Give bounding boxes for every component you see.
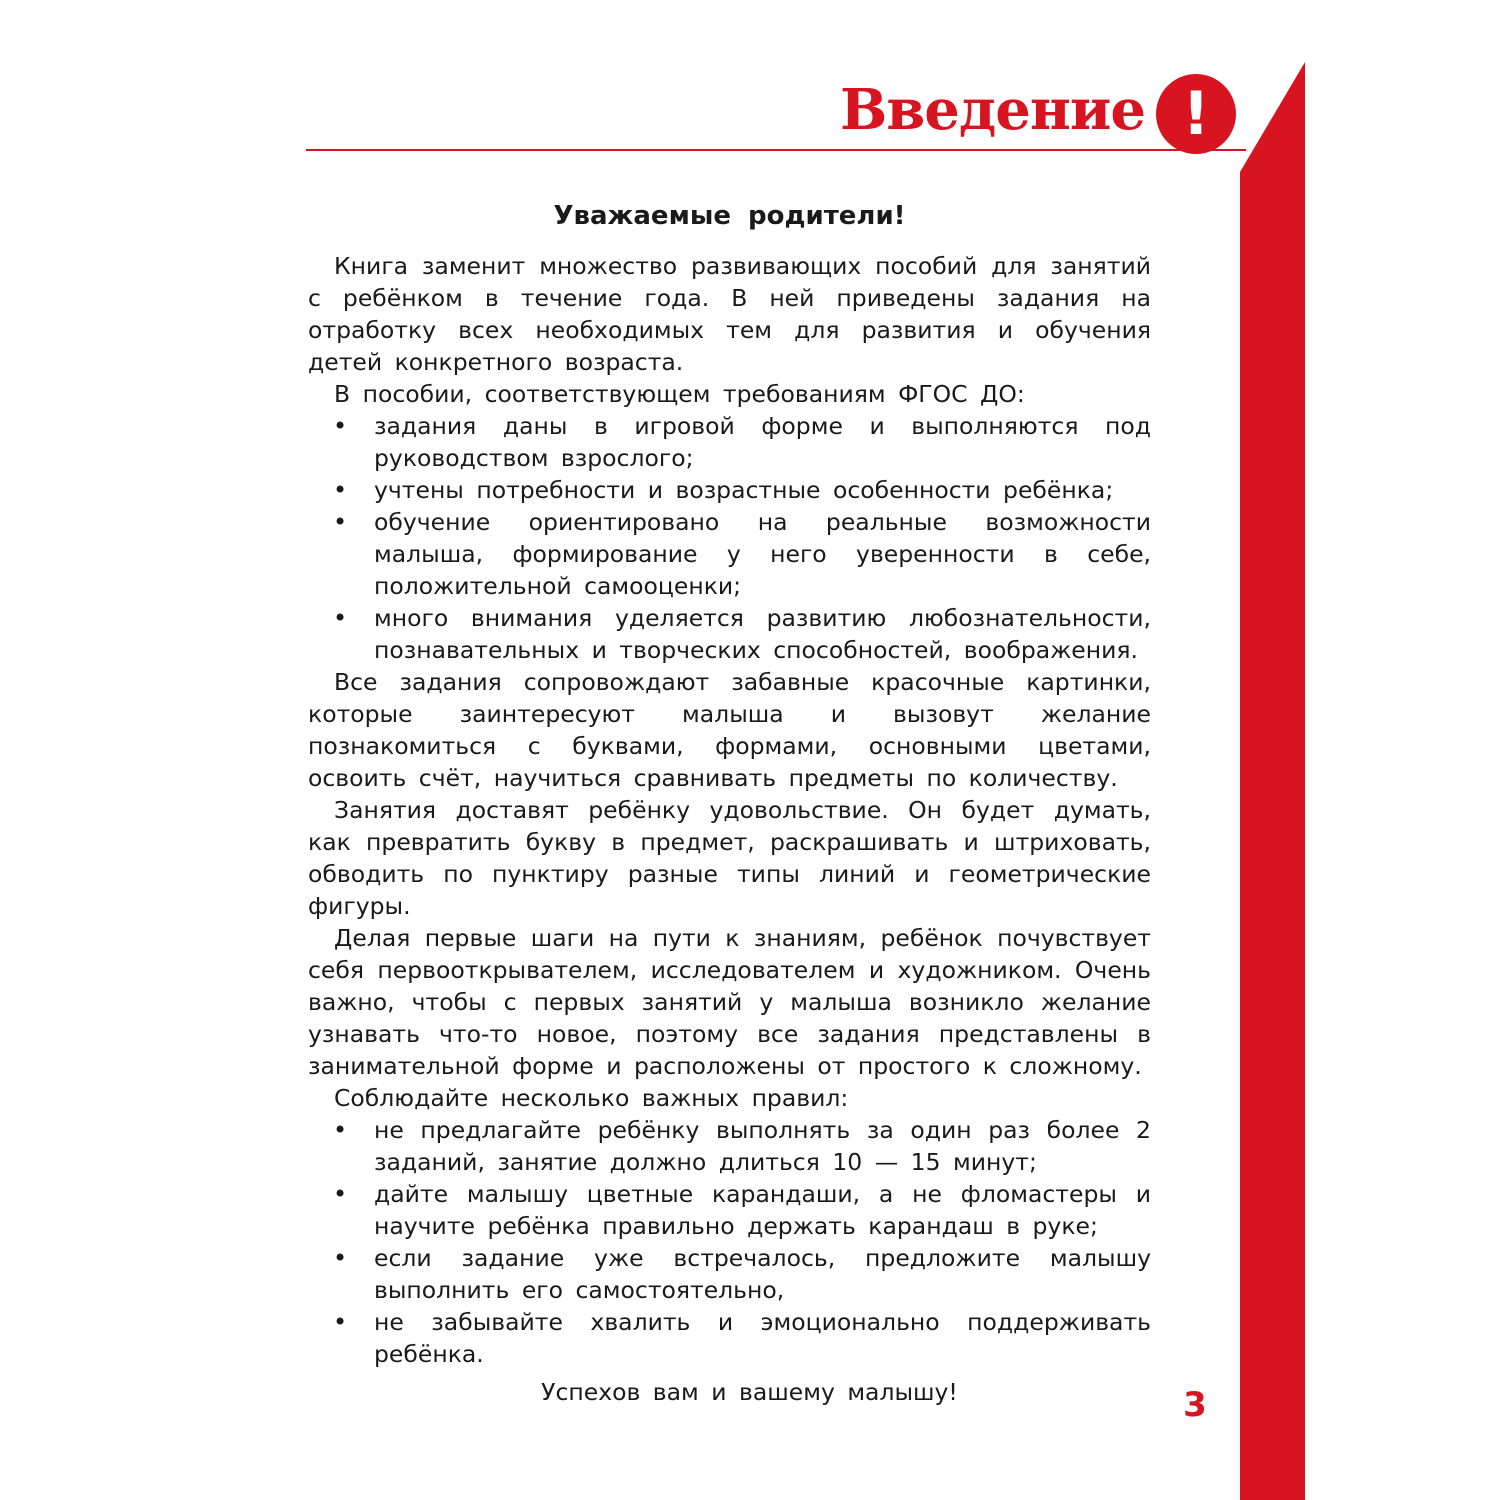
bullet-icon: •: [333, 1244, 348, 1272]
rules-list: [308, 1114, 1151, 1370]
bullet-icon: •: [333, 508, 348, 536]
list-item-text: дайте малышу цветные карандаши, а не фломастеры и научите ребёнка правильно держать карандаш в руке;: [374, 1180, 1151, 1240]
chapter-title: Введение: [840, 77, 1145, 143]
list-item: [308, 602, 1151, 666]
paragraph-3: Все задания сопровождают забавные красочные картинки, которые заинтересуют малыша и вызовут желание познакомиться с буквами, формами, основными цветами, освоить счёт, научиться сравнивать предметы по количеству.: [308, 668, 1151, 792]
section-heading: Уважаемые родители!: [553, 201, 906, 231]
header-divider: [306, 149, 1246, 151]
bullet-icon: •: [333, 476, 348, 504]
list-item-text: учтены потребности и возрастные особенности ребёнка;: [374, 476, 1114, 504]
list-item: [308, 1306, 1151, 1370]
exclamation-icon: !: [1156, 74, 1236, 154]
paragraph-6: Соблюдайте несколько важных правил:: [334, 1084, 849, 1112]
bullet-icon: •: [333, 1116, 348, 1144]
list-item: [308, 1178, 1151, 1242]
page-number: 3: [1183, 1385, 1207, 1425]
list-item-text: если задание уже встречалось, предложите малышу выполнить его самостоятельно,: [374, 1244, 1151, 1304]
list-item-text: много внимания уделяется развитию любознательности, познавательных и творческих способностей, воображения.: [374, 604, 1151, 664]
list-item: [308, 1114, 1151, 1178]
fgos-list: [308, 410, 1151, 666]
bullet-icon: •: [333, 604, 348, 632]
bullet-icon: •: [333, 1308, 348, 1336]
list-item-text: не забывайте хвалить и эмоционально поддерживать ребёнка.: [374, 1308, 1151, 1368]
paragraph-1: Книга заменит множество развивающих пособий для занятий с ребёнком в течение года. В ней приведены задания на отработку всех необходимых тем для развития и обучения детей конкретного возраста.: [308, 252, 1151, 376]
paragraph-5: Делая первые шаги на пути к знаниям, ребёнок почувствует себя первооткрывателем, исследователем и художником. Очень важно, чтобы с первых занятий у малыша возникло желание узнавать что-то новое, поэтому все задания представлены в занимательной форме и расположены от простого к сложному.: [308, 924, 1151, 1080]
list-item-text: обучение ориентировано на реальные возможности малыша, формирование у него уверенности в себе, положительной самооценки;: [374, 508, 1151, 600]
list-item: [308, 474, 1151, 506]
list-item-text: задания даны в игровой форме и выполняются под руководством взрослого;: [374, 412, 1151, 472]
list-item-text: не предлагайте ребёнку выполнять за один раз более 2 заданий, занятие должно длиться 10 — 15 минут;: [374, 1116, 1151, 1176]
intro-text: [308, 196, 1151, 1408]
list-item: [308, 410, 1151, 474]
closing-line: Успехов вам и вашему малышу!: [541, 1378, 958, 1406]
list-item: [308, 506, 1151, 602]
paragraph-4: Занятия доставят ребёнку удовольствие. Он будет думать, как превратить букву в предмет, раскрашивать и штриховать, обводить по пунктиру разные типы линий и геометрические фигуры.: [308, 796, 1151, 920]
bullet-icon: •: [333, 412, 348, 440]
list-item: [308, 1242, 1151, 1306]
paragraph-2: В пособии, соответствующем требованиям ФГОС ДО:: [334, 380, 1025, 408]
bullet-icon: •: [333, 1180, 348, 1208]
